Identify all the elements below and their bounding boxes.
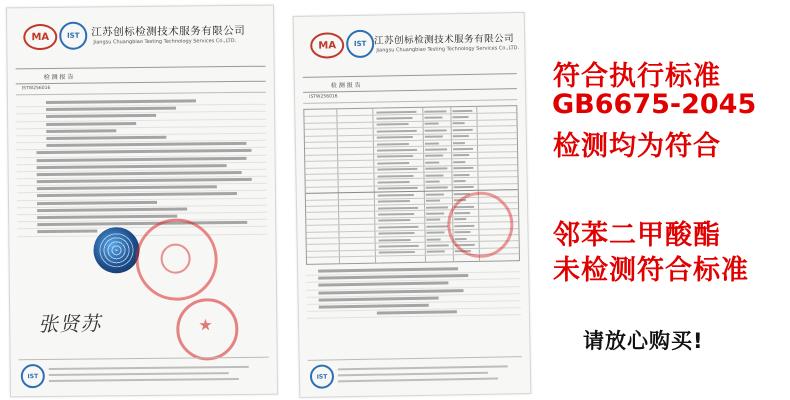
table-cell-text: [426, 200, 440, 202]
table-cell-text: [426, 232, 444, 234]
table-cell-text: [378, 187, 418, 190]
table-cell-text: [376, 110, 416, 113]
table-cell-text: [427, 251, 445, 253]
report-header: [7, 6, 274, 61]
table-cell-text: [453, 122, 465, 124]
table-cell-text: [426, 187, 448, 189]
report-title: 检 测 报 告: [330, 81, 361, 90]
table-cell-text: [453, 173, 469, 175]
claim-meets-standard: 符合执行标准: [553, 61, 721, 92]
table-cell-text: [453, 129, 473, 131]
table-cell-text: [425, 155, 443, 157]
table-cell-text: [378, 232, 414, 235]
claim-tests-passed: 检测均为符合: [553, 131, 721, 162]
ist-footer-logo: IST: [21, 364, 45, 388]
table-cell-text: [424, 116, 442, 118]
report-body-text: [16, 98, 267, 237]
cma-logo: MA: [310, 32, 344, 59]
table-cell-text: [378, 213, 414, 216]
table-cell-text: [377, 162, 409, 165]
table-cell-text: [376, 117, 412, 120]
table-cell-text: [424, 110, 446, 112]
table-cell-text: [453, 167, 473, 169]
table-cell-text: [379, 239, 411, 242]
table-cell-text: [454, 186, 474, 188]
report-number: ISTW256016: [309, 94, 338, 100]
report-number-row: [303, 89, 517, 104]
table-cell-text: [378, 226, 418, 229]
table-cell-text: [426, 206, 448, 208]
organization-name-english: Jiangsu Chuangbiao Testing Technology Services Co.,LTD.: [93, 38, 237, 46]
organization-name: 江苏创标检测技术服务有限公司: [91, 24, 246, 39]
table-cell-text: [378, 206, 418, 209]
table-cell-text: [425, 167, 447, 169]
table-cell-text: [425, 123, 439, 125]
report-notes: [306, 265, 521, 319]
red-seal-stamp-signature: [176, 298, 239, 361]
table-cell-text: [377, 155, 413, 158]
table-cell-text: [452, 109, 472, 111]
table-cell-text: [453, 142, 465, 144]
table-cell-text: [453, 135, 469, 137]
table-cell-text: [378, 219, 410, 222]
table-cell-text: [452, 116, 468, 118]
claim-buy-with-confidence: 请放心购买!: [583, 329, 704, 353]
ist-footer-logo: IST: [310, 364, 334, 388]
report-number-row: [16, 82, 266, 96]
table-cell-text: [454, 180, 466, 182]
table-cell-text: [379, 245, 419, 248]
table-cell-text: [425, 129, 447, 131]
table-cell-text: [425, 161, 439, 163]
table-cell-text: [425, 142, 439, 144]
table-cell-text: [377, 168, 417, 171]
organization-name-english: Jiangsu Chuangbiao Testing Technology Services Co.,LTD.: [376, 45, 520, 54]
table-cell-text: [426, 212, 444, 214]
table-cell-text: [379, 251, 415, 254]
table-cell-text: [426, 193, 444, 195]
report-header: [294, 13, 525, 69]
table-cell-text: [377, 174, 413, 177]
table-cell-text: [426, 180, 440, 182]
red-seal-stamp: [135, 218, 218, 301]
ist-logo: IST: [346, 30, 374, 58]
table-cell-text: [425, 148, 447, 150]
test-report-page-2: [293, 12, 532, 398]
table-cell-text: [453, 161, 465, 163]
report-footer: [308, 356, 523, 391]
ist-logo: IST: [59, 22, 87, 50]
table-cell-text: [377, 123, 409, 126]
report-number: ISTW256016: [21, 85, 51, 92]
table-cell-text: [377, 130, 417, 133]
table-cell-text: [377, 136, 413, 139]
claim-standard-number: GB6675-2045: [552, 89, 757, 120]
table-cell-text: [425, 136, 443, 138]
table-cell-text: [377, 143, 409, 146]
claim-phthalates: 邻苯二甲酸酯: [553, 220, 721, 251]
table-cell-text: [427, 244, 449, 246]
table-cell-text: [378, 194, 414, 197]
organization-name: 江苏创标检测技术服务有限公司: [374, 33, 515, 47]
sample-photo: [93, 227, 139, 273]
report-title: 检 测 报 告: [43, 73, 74, 82]
table-cell-text: [453, 154, 469, 156]
table-cell-text: [427, 238, 441, 240]
table-cell-text: [425, 174, 443, 176]
test-report-page-1: [6, 5, 278, 398]
table-cell-text: [453, 148, 473, 150]
table-cell-text: [378, 181, 410, 184]
table-cell-text: [377, 149, 417, 152]
table-cell-text: [378, 200, 410, 203]
table-cell-text: [426, 225, 448, 227]
table-cell-text: [426, 219, 440, 221]
cma-logo: MA: [23, 24, 57, 50]
handwritten-signature: 张贤苏: [37, 311, 106, 337]
report-footer: [19, 357, 269, 391]
claim-not-detected: 未检测符合标准: [553, 255, 749, 286]
